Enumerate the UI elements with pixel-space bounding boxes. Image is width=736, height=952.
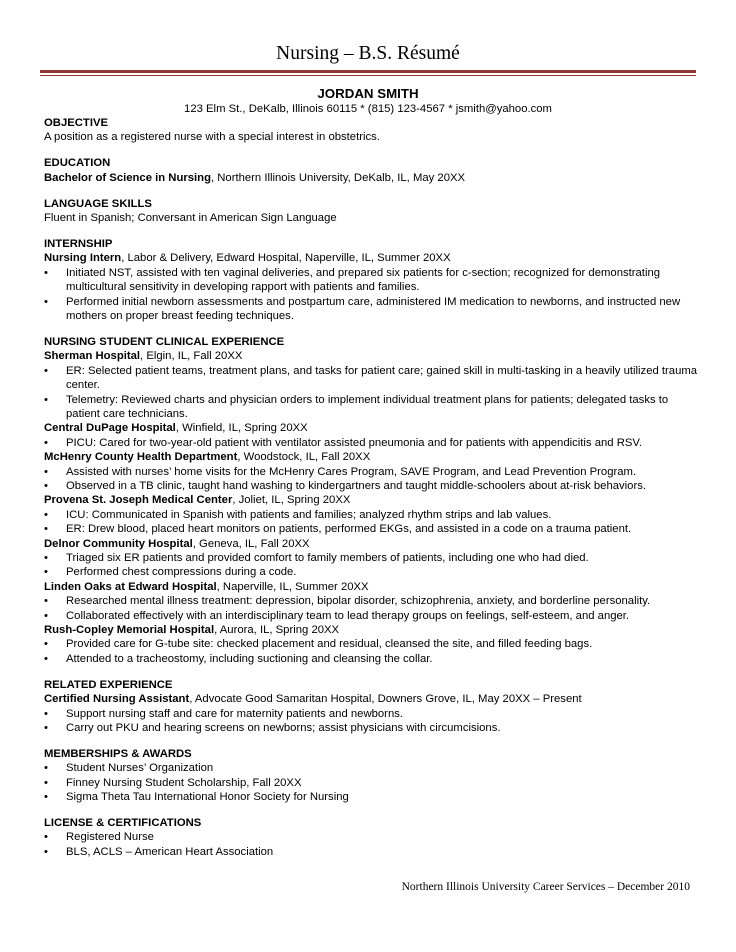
list-item: • Collaborated effectively with an interdisciplinary team to lead therapy groups on feelings, self-esteem, and anger.: [44, 609, 704, 623]
list-item: • Support nursing staff and care for maternity patients and newborns.: [44, 707, 704, 721]
education-heading: EDUCATION: [44, 157, 111, 170]
language-text: Fluent in Spanish; Conversant in American Sign Language: [44, 212, 337, 225]
clinical-bullets: [44, 551, 704, 580]
contact-line: 123 Elm St., DeKalb, Illinois 60115 * (815) 123-4567 * jsmith@yahoo.com: [184, 103, 552, 115]
list-item: • Researched mental illness treatment: depression, bipolar disorder, schizophrenia, anxiety, and borderline personality.: [44, 594, 704, 608]
license-heading: LICENSE & CERTIFICATIONS: [44, 816, 202, 829]
internship-heading: INTERNSHIP: [44, 237, 113, 250]
header-rule-thick: [40, 70, 696, 73]
hospital-details: , Elgin, IL, Fall 20XX: [140, 350, 243, 363]
education-entry: [44, 171, 704, 185]
clinical-entry: [44, 349, 704, 363]
clinical-bullets: [44, 594, 704, 623]
list-item: • Sigma Theta Tau International Honor Society for Nursing: [44, 790, 704, 804]
clinical-entry: [44, 493, 704, 507]
list-item: • ER: Drew blood, placed heart monitors on patients, performed EKGs, and assisted in a code on a trauma patient.: [44, 522, 704, 536]
objective-section: [44, 116, 704, 145]
list-item: • Registered Nurse: [44, 830, 704, 844]
memberships-heading: MEMBERSHIPS & AWARDS: [44, 747, 192, 760]
list-item: • Triaged six ER patients and provided comfort to family members of patients, including one who had died.: [44, 551, 704, 565]
list-item: • Assisted with nurses’ home visits for the McHenry Cares Program, SAVE Program, and Lead Prevention Program.: [44, 465, 704, 479]
memberships-section: [44, 747, 704, 805]
clinical-bullets: [44, 465, 704, 494]
hospital-name: Rush-Copley Memorial Hospital: [44, 624, 215, 636]
list-item: • ER: Selected patient teams, treatment plans, and tasks for patient care; gained skill in multi-tasking in a heavily utilized trauma center.: [44, 364, 704, 393]
clinical-entry: [44, 421, 704, 435]
hospital-name: Linden Oaks at Edward Hospital: [44, 580, 217, 593]
list-item: • Performed initial newborn assessments and postpartum care, administered IM medication to newborns, and instructed new mothers on proper breast feeding techniques.: [44, 295, 704, 324]
list-item: • BLS, ACLS – American Heart Association: [44, 845, 704, 859]
objective-text: A position as a registered nurse with a special interest in obstetrics.: [44, 131, 380, 144]
education-section: [44, 156, 704, 185]
internship-section: [44, 237, 704, 323]
page-title: Nursing – B.S. Résumé: [276, 43, 460, 64]
footer-text: Northern Illinois University Career Services – December 2010: [401, 881, 690, 893]
list-item: • Initiated NST, assisted with ten vaginal deliveries, and prepared six patients for c-section; recognized for demonstrating multicultural sensitivity in developing rapport with patients and families.: [44, 266, 704, 295]
license-bullets: [44, 830, 704, 859]
internship-details: , Labor & Delivery, Edward Hospital, Naperville, IL, Summer 20XX: [121, 252, 451, 265]
related-heading: RELATED EXPERIENCE: [44, 678, 173, 691]
related-title: Certified Nursing Assistant: [44, 693, 190, 706]
list-item: • Carry out PKU and hearing screens on newborns; assist physicians with circumcisions.: [44, 721, 704, 735]
hospital-name: Sherman Hospital: [44, 350, 141, 363]
internship-bullets: [44, 266, 704, 324]
hospital-details: , Winfield, IL, Spring 20XX: [175, 422, 308, 435]
list-item: • Observed in a TB clinic, taught hand washing to kindergartners and taught middle-schoolers about at-risk behaviors.: [44, 479, 704, 493]
header-rule-thin: [40, 75, 696, 76]
clinical-heading: NURSING STUDENT CLINICAL EXPERIENCE: [44, 335, 285, 348]
clinical-bullets: [44, 508, 704, 537]
hospital-name: McHenry County Health Department: [44, 451, 238, 464]
list-item: • ICU: Communicated in Spanish with patients and families; analyzed rhythm strips and lab values.: [44, 508, 704, 522]
hospital-details: , Geneva, IL, Fall 20XX: [192, 537, 310, 550]
related-entry: [44, 692, 704, 706]
degree-details: , Northern Illinois University, DeKalb, IL, May 20XX: [210, 171, 466, 184]
hospital-name: Provena St. Joseph Medical Center: [44, 494, 233, 507]
resume-body: [44, 116, 704, 871]
list-item: • Provided care for G-tube site: checked placement and residual, cleansed the site, and filled feeding bags.: [44, 637, 704, 651]
hospital-details: , Joliet, IL, Spring 20XX: [232, 494, 351, 507]
hospital-name: Delnor Community Hospital: [44, 537, 193, 550]
list-item: • Student Nurses’ Organization: [44, 761, 704, 775]
language-section: [44, 197, 704, 226]
clinical-bullets: [44, 637, 704, 666]
list-item: • Telemetry: Reviewed charts and physician orders to implement individual treatment plans for patients; delegated tasks to patient care technicians.: [44, 393, 704, 422]
related-details: , Advocate Good Samaritan Hospital, Downers Grove, IL, May 20XX – Present: [189, 693, 582, 706]
list-item: • Attended to a tracheostomy, including suctioning and cleansing the collar.: [44, 652, 704, 666]
internship-entry: [44, 251, 704, 265]
clinical-entry: [44, 623, 704, 637]
clinical-bullets: [44, 436, 704, 450]
clinical-entry: [44, 450, 704, 464]
list-item: • Performed chest compressions during a code.: [44, 565, 704, 579]
candidate-name: JORDAN SMITH: [317, 86, 419, 101]
related-section: [44, 678, 704, 736]
clinical-entry: [44, 580, 704, 594]
hospital-name: Central DuPage Hospital: [44, 422, 176, 435]
hospital-details: , Aurora, IL, Spring 20XX: [214, 624, 340, 636]
memberships-bullets: [44, 761, 704, 804]
hospital-details: , Naperville, IL, Summer 20XX: [216, 580, 369, 593]
language-heading: LANGUAGE SKILLS: [44, 197, 152, 210]
list-item: • PICU: Cared for two-year-old patient with ventilator assisted pneumonia and for patients with appendicitis and RSV.: [44, 436, 704, 450]
internship-title: Nursing Intern: [44, 252, 122, 265]
list-item: • Finney Nursing Student Scholarship, Fall 20XX: [44, 776, 704, 790]
clinical-bullets: [44, 364, 704, 422]
objective-heading: OBJECTIVE: [44, 117, 109, 129]
degree-title: Bachelor of Science in Nursing: [44, 171, 211, 184]
clinical-entry: [44, 537, 704, 551]
license-section: [44, 816, 704, 859]
clinical-section: [44, 335, 704, 666]
related-bullets: [44, 707, 704, 736]
hospital-details: , Woodstock, IL, Fall 20XX: [237, 451, 371, 464]
